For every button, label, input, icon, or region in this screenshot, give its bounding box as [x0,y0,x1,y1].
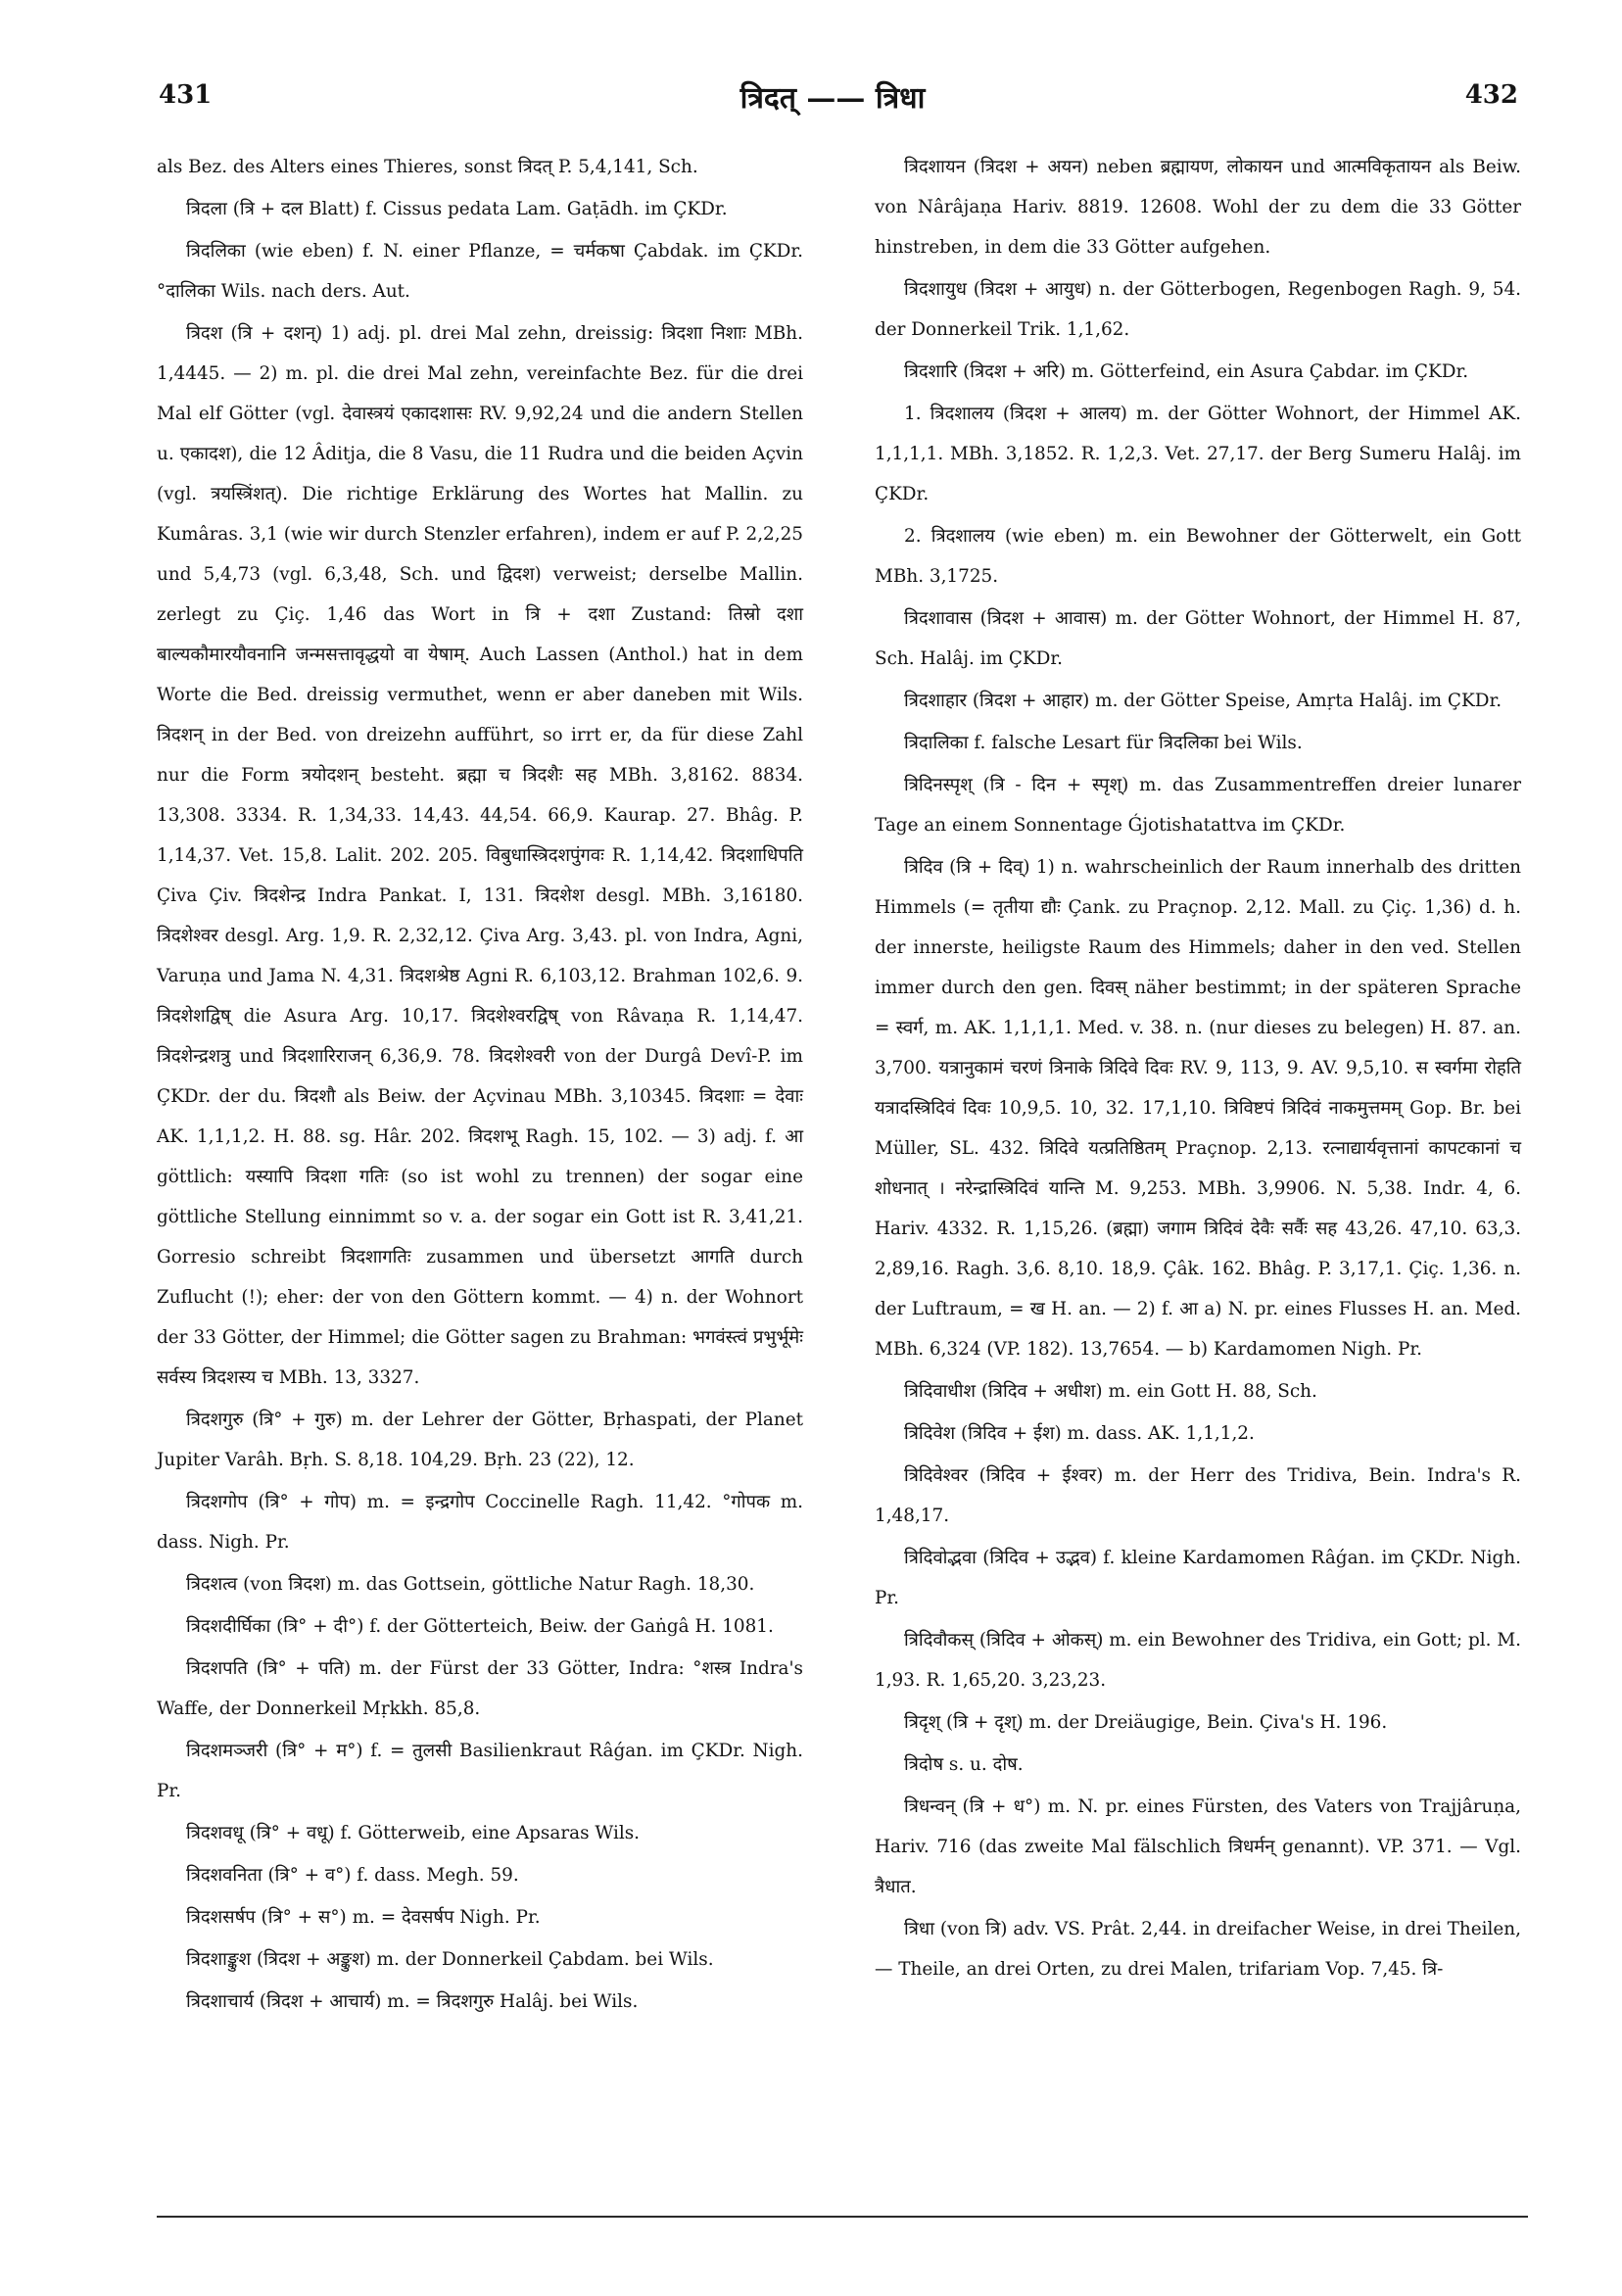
entry: त्रिदशाङ्कुश (त्रिदश + अङ्कुश) m. der Donnerkeil Çabdam. bei Wils. [186,1949,714,1970]
entry: त्रिदशायन (त्रिदश + अयन) neben ब्रह्मायण, लोकायन und आत्मविकृतायन als Beiw. von Nârâjaṇa Hariv. 8819. 12608. Wohl der zu dem die 33 Götter hinstreben, in dem die 33 Götter aufgehen. [875,157,1521,258]
entry: त्रिदशारि (त्रिदश + अरि) m. Götterfeind, ein Asura Çabdar. im ÇKDr. [904,361,1469,382]
entry: त्रिदशाहार (त्रिदश + आहार) m. der Götter Speise, Amṛta Halâj. im ÇKDr. [904,691,1503,711]
entry: त्रिदशमञ्जरी (त्रि° + म°) f. = तुलसी Basilienkraut Râǵan. im ÇKDr. Nigh. Pr. [157,1741,803,1801]
entry: त्रिदशावास (त्रिदश + आवास) m. der Götter Wohnort, der Himmel H. 87, Sch. Halâj. im ÇKDr. [875,608,1521,669]
entry: त्रिदिवौकस् (त्रिदिव + ओकस्) m. ein Bewohner des Tridiva, ein Gott; pl. M. 1,93. R. 1,65,20. 3,23,23. [875,1630,1521,1691]
entry: त्रिदिव (त्रि + दिव्) 1) n. wahrscheinlich der Raum innerhalb des dritten Himmels (= तृतीया द्यौः Çank. zu Praçnop. 2,12. Mall. zu Çiç. 1,36) d. h. der innerste, heiligste Raum des Himmels; daher in den ved. Stellen immer durch den gen. दिवस् näher bestimmt; in der späteren Sprache = स्वर्ग, m. AK. 1,1,1,1. Med. v. 38. n. (nur dieses zu belegen) H. 87. an. 3,700. यत्रानुकामं चरणं त्रिनाके त्रिदिवे दिवः RV. 9, 113, 9. AV. 9,5,10. स स्वर्गमा रोहति यत्रादस्त्रिदिवं दिवः 10,9,5. 10, 32. 17,1,10. त्रिविष्टपं त्रिदिवं नाकमुत्तमम् Gop. Br. bei Müller, SL. 432. त्रिदिवे यत्प्रतिष्ठितम् Praçnop. 2,13. रत्नाद्यार्यवृत्तानां कापटकानां च शोधनात् । नरेन्द्रास्त्रिदिवं यान्ति M. 9,253. MBh. 3,9906. N. 5,38. Indr. 4, 6. Hariv. 4332. R. 1,15,26. (ब्रह्मा) जगाम त्रिदिवं देवैः सर्वैः सह 43,26. 47,10. 63,3. 2,89,16. Ragh. 3,6. 8,10. 18,9. Çâk. 162. Bhâg. P. 3,17,1. Çiç. 1,36. n. der Luftraum, = ख H. an. — 2) f. आ a) N. pr. eines Flusses H. an. Med. MBh. 6,324 (VP. 182). 13,7654. — b) Kardamomen Nigh. Pr. [875,857,1521,1360]
footer-rule [157,2216,1528,2218]
entry: त्रिदशगोप (त्रि° + गोप) m. = इन्द्रगोप Coccinelle Ragh. 11,42. °गोपक m. dass. Nigh. Pr. [157,1492,803,1553]
entry: als Bez. des Alters eines Thieres, sonst त्रिदत् P. 5,4,141, Sch. [157,157,698,177]
entry: त्रिदृश् (त्रि + दृश्) m. der Dreiäugige, Bein. Çiva's H. 196. [904,1712,1388,1733]
entry: त्रिदशगुरु (त्रि° + गुरु) m. der Lehrer der Götter, Bṛhaspati, der Planet Jupiter Varâh. Bṛh. S. 8,18. 104,29. Bṛh. 23 (22), 12. [157,1410,803,1470]
page-header [147,76,1518,125]
entry: त्रिदिवोद्भवा (त्रिदिव + उद्भव) f. kleine Kardamomen Râǵan. im ÇKDr. Nigh. Pr. [875,1548,1521,1608]
entry: त्रिदला (त्रि + दल Blatt) f. Cissus pedata Lam. Gaṭādh. im ÇKDr. [186,199,728,219]
entry: त्रिदिवेश (त्रिदिव + ईश) m. dass. AK. 1,1,1,2. [904,1423,1255,1444]
entry: त्रिदिवाधीश (त्रिदिव + अधीश) m. ein Gott H. 88, Sch. [904,1381,1317,1402]
entry: त्रिदिवेश्वर (त्रिदिव + ईश्वर) m. der Herr des Tridiva, Bein. Indra's R. 1,48,17. [875,1465,1521,1526]
left-column [157,147,803,2024]
entry: त्रिदशवनिता (त्रि° + व°) f. dass. Megh. 59. [186,1865,519,1886]
entry: त्रिदशाचार्य (त्रिदश + आचार्य) m. = त्रिदशगुरु Halâj. bei Wils. [186,1991,639,2012]
entry: 2. त्रिदशालय (wie eben) m. ein Bewohner der Götterwelt, ein Gott MBh. 3,1725. [875,526,1521,587]
right-column [875,147,1521,1991]
entry: त्रिदलिका (wie eben) f. N. einer Pflanze, = चर्मकषा Çabdak. im ÇKDr. °दालिका Wils. nach ders. Aut. [157,241,803,302]
entry: त्रिधा (von त्रि) adv. VS. Prât. 2,44. in dreifacher Weise, in drei Theilen, — Theile, an drei Orten, zu drei Malen, trifariam Vop. 7,45. त्रि- [875,1919,1521,1980]
entry: त्रिदशायुध (त्रिदश + आयुध) n. der Götterbogen, Regenbogen Ragh. 9, 54. der Donnerkeil Trik. 1,1,62. [875,279,1521,340]
running-headline: त्रिदत् —— त्रिधा [739,81,926,116]
entry: त्रिदशदीर्घिका (त्रि° + दी°) f. der Götterteich, Beiw. der Gaṅgâ H. 1081. [186,1616,774,1637]
entry: त्रिदशसर्षप (त्रि° + स°) m. = देवसर्षप Nigh. Pr. [186,1907,541,1928]
page-number-right: 432 [1464,80,1518,110]
entry: त्रिदोष s. u. दोष. [904,1754,1024,1775]
entry: त्रिधन्वन् (त्रि + ध°) m. N. pr. eines Fürsten, des Vaters von Trajjâruṇa, Hariv. 716 (das zweite Mal fälschlich त्रिधर्मन् genannt). VP. 371. — Vgl. त्रैधात. [875,1796,1521,1897]
page-number-left: 431 [159,80,213,110]
entry: त्रिदशवधू (त्रि° + वधू) f. Götterweib, eine Apsaras Wils. [186,1823,641,1843]
entry: त्रिदालिका f. falsche Lesart für त्रिदलिका bei Wils. [904,733,1303,753]
entry: 1. त्रिदशालय (त्रिदश + आलय) m. der Götter Wohnort, der Himmel AK. 1,1,1,1. MBh. 3,1852. R. 1,2,3. Vet. 27,17. der Berg Sumeru Halâj. im ÇKDr. [875,404,1521,504]
entry: त्रिदशपति (त्रि° + पति) m. der Fürst der 33 Götter, Indra: °शस्त्र Indra's Waffe, der Donnerkeil Mṛkkh. 85,8. [157,1658,803,1719]
entry: त्रिदिनस्पृश् (त्रि - दिन + स्पृश्) m. das Zusammentreffen dreier lunarer Tage an einem Sonnentage Ǵjotishatattva im ÇKDr. [875,775,1521,836]
entry: त्रिदशत्व (von त्रिदश) m. das Gottsein, göttliche Natur Ragh. 18,30. [186,1574,755,1595]
entry: त्रिदश (त्रि + दशन्) 1) adj. pl. drei Mal zehn, dreissig: त्रिदशा निशाः MBh. 1,4445. — 2) m. pl. die drei Mal zehn, vereinfachte Bez. für die drei Mal elf Götter (vgl. देवास्त्रयं एकादशासः RV. 9,92,24 und die andern Stellen u. एकादश), die 12 Âditja, die 8 Vasu, die 11 Rudra und die beiden Açvin (vgl. त्रयस्त्रिंशत्). Die richtige Erklärung des Wortes hat Mallin. zu Kumâras. 3,1 (wie wir durch Stenzler erfahren), indem er auf P. 2,2,25 und 5,4,73 (vgl. 6,3,48, Sch. und द्विदश) verweist; derselbe Mallin. zerlegt zu Çiç. 1,46 das Wort in त्रि + दशा Zustand: तिस्रो दशा बाल्यकौमारयौवनानि जन्मसत्तावृद्धयो वा येषाम्. Auch Lassen (Anthol.) hat in dem Worte die Bed. dreissig vermuthet, wenn er aber daneben mit Wils. त्रिदशन् in der Bed. von dreizehn aufführt, so irrt er, da für diese Zahl nur die Form त्रयोदशन् besteht. ब्रह्मा च त्रिदशैः सह MBh. 3,8162. 8834. 13,308. 3334. R. 1,34,33. 14,43. 44,54. 66,9. Kaurap. 27. Bhâg. P. 1,14,37. Vet. 15,8. Lalit. 202. 205. विबुधास्त्रिदशपुंगवः R. 1,14,42. त्रिदशाधिपति Çiva Çiv. त्रिदशेन्द्र Indra Pankat. I, 131. त्रिदशेश desgl. MBh. 3,16180. त्रिदशेश्वर desgl. Arg. 1,9. R. 2,32,12. Çiva Arg. 3,43. pl. von Indra, Agni, Varuṇa und Jama N. 4,31. त्रिदशश्रेष्ठ Agni R. 6,103,12. Brahman 102,6. 9. त्रिदशेशद्विष् die Asura Arg. 10,17. त्रिदशेश्वरद्विष् von Râvaṇa R. 1,14,47. त्रिदशेन्द्रशत्रु und त्रिदशारिराजन् 6,36,9. 78. त्रिदशेश्वरी von der Durgâ Devî-P. im ÇKDr. der du. त्रिदशौ als Beiw. der Açvinau MBh. 3,10345. त्रिदशाः = देवाः AK. 1,1,1,2. H. 88. sg. Hâr. 202. त्रिदशभू Ragh. 15, 102. — 3) adj. f. आ göttlich: यस्यापि त्रिदशा गतिः (so ist wohl zu trennen) der sogar eine göttliche Stellung einnimmt so v. a. der sogar ein Gott ist R. 3,41,21. Gorresio schreibt त्रिदशागतिः zusammen und übersetzt आगति durch Zuflucht (!); eher: der von den Göttern kommt. — 4) n. der Wohnort der 33 Götter, der Himmel; die Götter sagen zu Brahman: भगवंस्त्वं प्रभुर्भूमेः सर्वस्य त्रिदशस्य च MBh. 13, 3327. [157,323,803,1388]
